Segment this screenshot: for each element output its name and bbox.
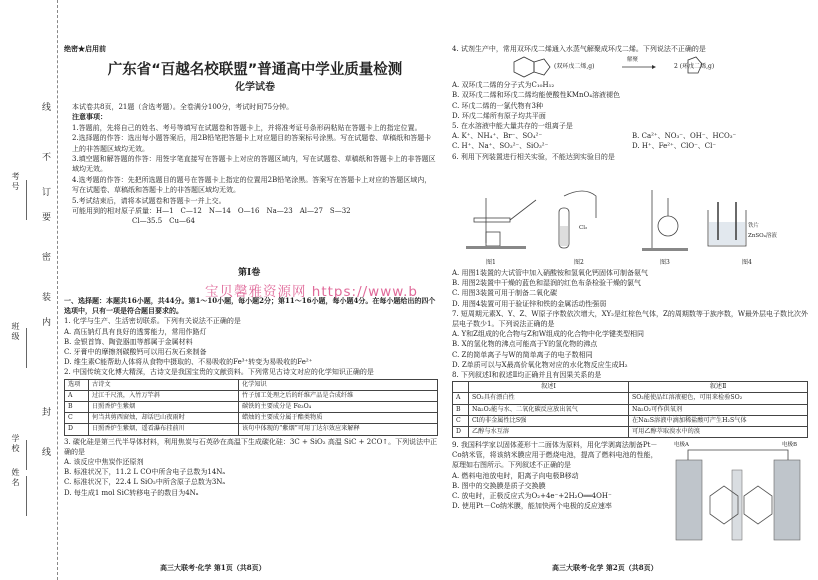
q6-option: C. 用图3装置可用于制备二氧化碳 (452, 289, 558, 298)
fig4-tag: 铁片 (748, 223, 760, 229)
exchange-membrane (732, 470, 742, 540)
right-questions-top (452, 44, 812, 162)
q3-option: C. 标准状况下，22.4 L SiO₂中所含原子总数为3Nₐ (64, 478, 226, 487)
q9-stem: 9. 我国科学家以固体菱形十二面体为原料，用化学剥离法制备Pt－Co纳米管，将该纳米膜应用于燃烧电池，提高了燃料电池的性能，原理如右图所示。下列叙述不正确的是 (452, 441, 658, 470)
q5-stem: 5. 在水溶液中能大量共存的一组离子是 (452, 122, 573, 131)
exam-intro (72, 102, 438, 227)
q7-option: C. Z的简单离子与W的简单离子的电子数相同 (452, 350, 593, 359)
q8-cell: Cl的非金属性比S强 (469, 415, 629, 426)
electrode-label: 电极A (674, 442, 689, 448)
q2-header: 古诗文 (89, 379, 239, 390)
q2-stem: 2. 中国传统文化博大精深，古诗文是我国宝贵的文献资料。下列常见古诗文对应的化学知识正确的是 (64, 368, 374, 377)
q1-option: B. 金银首饰、陶瓷器皿等都属于金属材料 (64, 337, 193, 346)
binding-label-exam-no: 考号 (11, 172, 20, 192)
q2-cell: D (65, 424, 89, 435)
q7-option: A. Y和Z组成的化合物与Z和W组成的化合物中化学键类型相同 (452, 330, 645, 339)
q1-stem: 1. 化学与生产、生活密切联系。下列有关说法不正确的是 (64, 317, 241, 326)
fig3-apparatus (642, 190, 688, 251)
atomic-mass-line: Cl—35.5 Cu—64 (132, 217, 195, 226)
q2-cell: C (65, 413, 89, 424)
external-circuit (688, 450, 788, 460)
exam-subtitle: 化学试卷 (235, 82, 275, 93)
q6-stem: 6. 利用下列装置进行相关实验，不能达到实验目的是 (452, 152, 615, 161)
q6-option: A. 用图1装置的大试管中加入硝酸铵和氢氧化钙固体可制备氨气 (452, 269, 648, 277)
q3-option: B. 标准状况下，11.2 L CO中所含电子总数为14Nₐ (64, 468, 226, 477)
q2-cell: A (65, 390, 89, 401)
seal-char: 不 (42, 153, 52, 163)
seal-char: 订 (42, 188, 52, 198)
q5-option: B. Ca²⁺、NO₃⁻、OH⁻、HCO₃⁻ (632, 132, 737, 141)
q1-option: A. 高压钠灯具有良好的透雾能力，常用作路灯 (64, 327, 207, 336)
binding-label-name: 姓名 (11, 468, 20, 488)
binding-label-school: 学校 (11, 434, 20, 454)
q4-option: A. 双环戊二烯的分子式为C₁₀H₁₂ (452, 81, 555, 90)
electrode-b (774, 460, 800, 540)
seal-char: 要 (42, 213, 52, 223)
q1-option: C. 牙膏中的摩擦剂碳酸钙可以用石灰石来制备 (64, 348, 207, 357)
dodecahedron-shape (744, 486, 772, 524)
watermark: 宝贝馨雅资源网 https://www.b (205, 284, 418, 300)
notice-item: 4.选考题的作答：先把所选题目的题号在答题卡上指定的位置用2B铅笔涂黑。答案写在答题卡上对应的答题区域内，写在试题卷、草稿纸和答题卡上的非答题区域均无效。 (72, 175, 432, 195)
q8-cell: SO₂具有漂白性 (469, 393, 629, 404)
q9-option: C. 放电时，正极反应式为O₂+4e⁻+2H₂O══4OH⁻ (452, 492, 612, 501)
q8-header (453, 382, 469, 393)
notice-title: 注意事项： (72, 112, 107, 122)
notice-item: 3.填空题和解答题的作答：用签字笔直接写在答题卡上对应的答题区域内，写在试题卷、草稿纸和答题卡上的非答题区域均无效。 (72, 155, 436, 174)
seal-char: 装 (42, 293, 52, 303)
q9-option: B. 图中的交换膜是质子交换膜 (452, 481, 546, 490)
seal-char: 内 (42, 318, 52, 328)
notice-item: 2.选择题的作答：选出每小题答案后，用2B铅笔把答题卡上对应题目的答案标号涂黑。写在试题卷、草稿纸和答题卡上的非答题区域均无效。 (72, 134, 432, 153)
atomic-mass-line: 可能用到的相对原子质量：H—1 C—12 N—14 O—16 Na—23 Al—27 S—32 (72, 207, 351, 216)
q3-stem: 3. 碳化硅是第三代半导体材料，利用焦炭与石英砂在高温下生成碳化硅：3C + SiO₂ 高温 SiC + 2CO↑。下列说法中正确的是 (64, 437, 438, 456)
q8-stem: 8. 下列叙述Ⅰ和叙述Ⅱ均正确并且有因果关系的是 (452, 371, 602, 380)
binding-fill-line (26, 440, 27, 470)
q2-cell: 日照香炉生紫烟 (89, 402, 239, 413)
notice-item: 5.考试结束后，请将本试题卷和答题卡一并上交。 (72, 196, 226, 205)
q2-cell: 竹子加工处理之后的纤维产品是合成纤维 (239, 390, 438, 401)
q5-option: C. H⁺、Na⁺、SO₃²⁻、SiO₃²⁻ (452, 142, 549, 151)
q6-option: D. 用图4装置可用于验证锌和铁的金属活动性强弱 (452, 299, 607, 308)
q7-option: D. Z单质可以与X最高价氧化物对应的水化物反应生成H₂ (452, 360, 628, 369)
q8-cell: 在Na₂S溶液中滴加稀盐酸可产生H₂S气体 (629, 415, 808, 426)
fig2-apparatus (559, 191, 596, 248)
q8-cell: Na₂O₂可作供氧剂 (629, 404, 808, 415)
q8-cell: 可用乙醇萃取溴水中的溴 (629, 427, 808, 438)
binding-label-class: 班级 (11, 322, 20, 342)
q2-cell: B (65, 402, 89, 413)
table-row (65, 424, 438, 435)
q4-equation (452, 54, 812, 80)
q1-option: D. 维生素C能帮助人体将从食物中摄取的、不易吸收的Fe³⁺转变为易吸收的Fe²⁺ (64, 358, 313, 367)
q5-option: D. H⁺、Fe²⁺、ClO⁻、Cl⁻ (632, 142, 717, 151)
binding-margin (0, 0, 58, 580)
q5-option: A. K⁺、NH₄⁺、Br⁻、SO₄²⁻ (452, 132, 543, 141)
seal-char: 线 (42, 103, 52, 113)
q7-stem: 7. 短周期元素X、Y、Z、W原子序数依次增大，XY₂是红棕色气体，Z的周期数等于族序数，W最外层电子数比次外层电子数少1。下列说法正确的是 (452, 309, 809, 329)
q4-stem: 4. 试剂生产中，常用双环戊二烯通入水蒸气解聚成环戊二烯。下列说法不正确的是 (452, 45, 706, 53)
fig1-apparatus (466, 198, 536, 249)
secret-label: 绝密★启用前 (64, 44, 106, 53)
table-row (65, 413, 438, 424)
notice-item: 1.答题前，先将自己的姓名、考号等填写在试题卷和答题卡上，并将准考证号条形码粘贴在答题卡上的指定位置。 (72, 123, 422, 132)
q8-cell: D (453, 427, 469, 438)
q2-cell: 蜡烛的主要成分属于酯类物质 (239, 413, 438, 424)
fig-label: 图4 (742, 259, 752, 266)
q8-cell: C (453, 415, 469, 426)
q8-cell: 乙醇与水互溶 (469, 427, 629, 438)
left-questions (64, 296, 442, 498)
q9-option: A. 燃料电池放电时，阳离子向电极B移动 (452, 471, 579, 480)
intro-line: 本试卷共8页，21题（含选考题）。全卷满分100分，考试时间75分钟。 (72, 103, 294, 111)
fig-label: 图3 (660, 259, 670, 266)
fig-label: 图1 (486, 259, 496, 266)
footer-left: 高三大联考·化学 第1页（共8页） (160, 563, 266, 572)
table-row (65, 402, 438, 413)
right-questions-bottom (452, 268, 812, 439)
binding-fill-line (26, 328, 27, 368)
binding-fill-line (26, 476, 27, 516)
q4-option: D. 环戊二烯所有原子均共平面 (452, 111, 546, 120)
electrode-a (676, 460, 702, 540)
table-row (453, 404, 808, 415)
fig4-apparatus (708, 202, 746, 246)
table-row (453, 415, 808, 426)
q7-option: B. X的氢化物的沸点可能高于Y的氢化物的沸点 (452, 340, 598, 349)
q2-cell: 该句中体现的“紫烟”可用丁达尔效应来解释 (239, 424, 438, 435)
q5-options-cd (452, 141, 812, 151)
q2-cell: 日照香炉生紫烟，遥看瀑布挂前川 (89, 424, 239, 435)
q4-option: C. 环戊二烯的一氯代物有3种 (452, 101, 544, 110)
q2-cell: 碳铁的主要成分是 Fe₃O₄ (239, 402, 438, 413)
table-row (65, 390, 438, 401)
q8-header: 叙述Ⅱ (629, 382, 808, 393)
q8-table (452, 381, 808, 438)
q4-eq-mid: 解聚 (627, 57, 639, 64)
q2-table (64, 379, 438, 436)
q4-eq-left: (双环戊二烯,g) (554, 63, 595, 71)
q9-fuel-cell-figure (670, 446, 810, 552)
q6-option: B. 用图2装置中干燥的蓝色和湿润的红色布条检验干燥的氯气 (452, 279, 642, 288)
dicyclopentadiene-ring (514, 57, 534, 77)
table-row (453, 427, 808, 438)
q2-cell: 何当共剪西窗烛，却话巴山夜雨时 (89, 413, 239, 424)
fig4-tag: ZnSO₄溶液 (748, 233, 777, 239)
q5-options-ab (452, 131, 812, 141)
q4-eq-right: 2 (环戊二烯,g) (674, 63, 715, 71)
fig2-tag: Cl₂ (579, 225, 588, 231)
q8-cell: A (453, 393, 469, 404)
q4-option: B. 双环戊二烯和环戊二烯均能使酸性KMnO₄溶液褪色 (452, 91, 621, 100)
reaction-arrowhead (652, 65, 656, 69)
seal-char: 封 (42, 408, 52, 418)
section-head: 一、选择题：本题共16小题，共44分。第1～10小题，每小题2分；第11～16小题，每小题4分。在每小题给出的四个选项中，只有一项是符合题目要求的。 (64, 296, 436, 316)
q8-cell: Na₂O₂能与水、二氧化碳反应放出氧气 (469, 404, 629, 415)
seal-char: 密 (42, 253, 52, 263)
q9-option: D. 使用Pt－Co纳米膜，能加快两个电极的反应速率 (452, 502, 612, 511)
q8-cell: B (453, 404, 469, 415)
q2-header: 化学知识 (239, 379, 438, 390)
section-title: 第Ⅰ卷 (238, 268, 261, 278)
footer-right: 高三大联考·化学 第2页（共8页） (552, 563, 658, 572)
q9-block (452, 440, 662, 511)
binding-fill-line (26, 180, 27, 220)
q3-option: A. 该反应中焦炭作还原剂 (64, 458, 144, 467)
fig-label: 图2 (574, 259, 584, 266)
electrode-label: 电极B (782, 442, 798, 448)
q2-cell: 过江千尺浪，入竹万竿斜 (89, 390, 239, 401)
exam-title: 广东省“百越名校联盟”普通高中学业质量检测 (107, 62, 403, 78)
seal-char: 线 (42, 448, 52, 458)
q3-option: D. 每生成1 mol SiC转移电子的数目为4Nₐ (64, 488, 199, 497)
q8-header: 叙述Ⅰ (469, 382, 629, 393)
table-row (453, 393, 808, 404)
q8-cell: SO₂能使品红溶液褪色，可用来检验SO₂ (629, 393, 808, 404)
q2-header: 选项 (65, 379, 89, 390)
dicyclopentadiene-ring (534, 59, 550, 75)
